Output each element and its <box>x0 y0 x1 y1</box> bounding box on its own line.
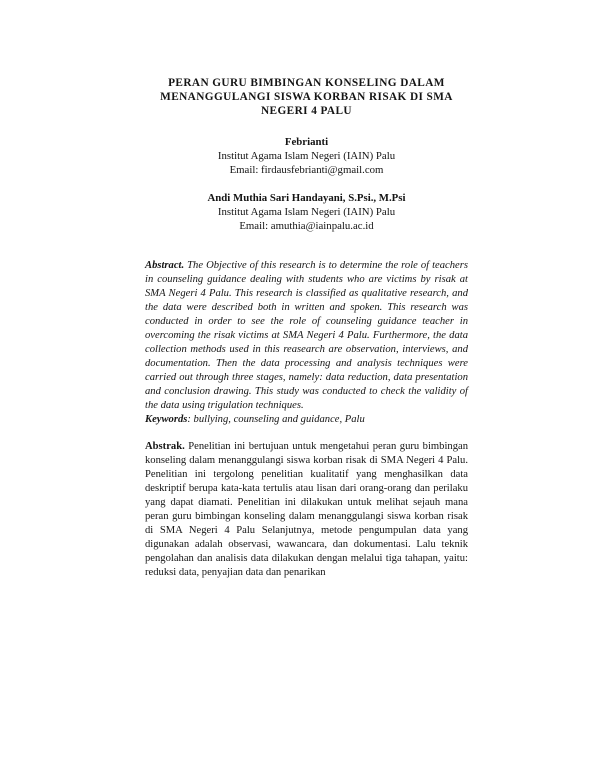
abstract-indonesian <box>145 440 468 580</box>
keywords-label: Keywords <box>145 414 188 425</box>
author-block-1 <box>145 135 468 177</box>
paper-title-line-2: MENANGGULANGI SISWA KORBAN RISAK DI SMA <box>160 91 453 103</box>
author-email: Email: amuthia@iainpalu.ac.id <box>239 220 374 232</box>
author-name: Andi Muthia Sari Handayani, S.Psi., M.Psi <box>207 192 406 204</box>
paper-title-line-3: NEGERI 4 PALU <box>261 105 352 117</box>
abstract-english-body: The Objective of this research is to determine the role of teachers in counseling guidance dealing with students who are victims by risak at SMA Negeri 4 Palu. This research is classified as qualitative research, and the data were described both in written and spoken. This research was conducted in order to see the role of counseling guidance teacher in overcoming the risak victims at SMA Negeri 4 Palu. Furthermore, the data collection methods used in this reasearch are observation, interviews, and documentation. Then the data processing and analysis techniques were carried out through three stages, namely: data reduction, data presentation and conclusion drawing. This study was conducted to check the validity of the data using trigulation techniques. <box>145 260 468 411</box>
keywords-text: : bullying, counseling and guidance, Palu <box>187 414 365 425</box>
abstract-english <box>145 259 468 413</box>
author-affiliation: Institut Agama Islam Negeri (IAIN) Palu <box>217 206 396 218</box>
author-name: Febrianti <box>284 136 329 148</box>
author-email: Email: firdausfebrianti@gmail.com <box>229 164 384 176</box>
abstract-indonesian-label: Abstrak. <box>145 441 185 452</box>
paper-title <box>145 76 468 118</box>
abstract-english-label: Abstract. <box>145 260 185 271</box>
paper-title-line-1: PERAN GURU BIMBINGAN KONSELING DALAM <box>168 77 445 89</box>
author-block-2 <box>145 191 468 233</box>
author-affiliation: Institut Agama Islam Negeri (IAIN) Palu <box>217 150 396 162</box>
paper-content <box>145 76 468 580</box>
keywords-line <box>145 413 468 427</box>
abstract-indonesian-body: Penelitian ini bertujuan untuk mengetahui peran guru bimbingan konseling dalam menanggulangi siswa korban risak di SMA Negeri 4 Palu. Penelitian ini tergolong penelitian kualitatif yang menghasilkan data deskriptif berupa kata-kata tertulis atau lisan dari orang-orang dan perilaku yang dapat diamati. Penelitian ini dilakukan untuk melihat sejauh mana peran guru bimbingan konseling dalam menanggulangi siswa korban risak di SMA Negeri 4 Palu Selanjutnya, metode pengumpulan data yang digunakan adalah observasi, wawancara, dan dokumentasi. Lalu teknik pengolahan dan analisis data dilakukan dengan melalui tiga tahapan, yaitu: reduksi data, penyajian data dan penarikan <box>145 441 468 578</box>
